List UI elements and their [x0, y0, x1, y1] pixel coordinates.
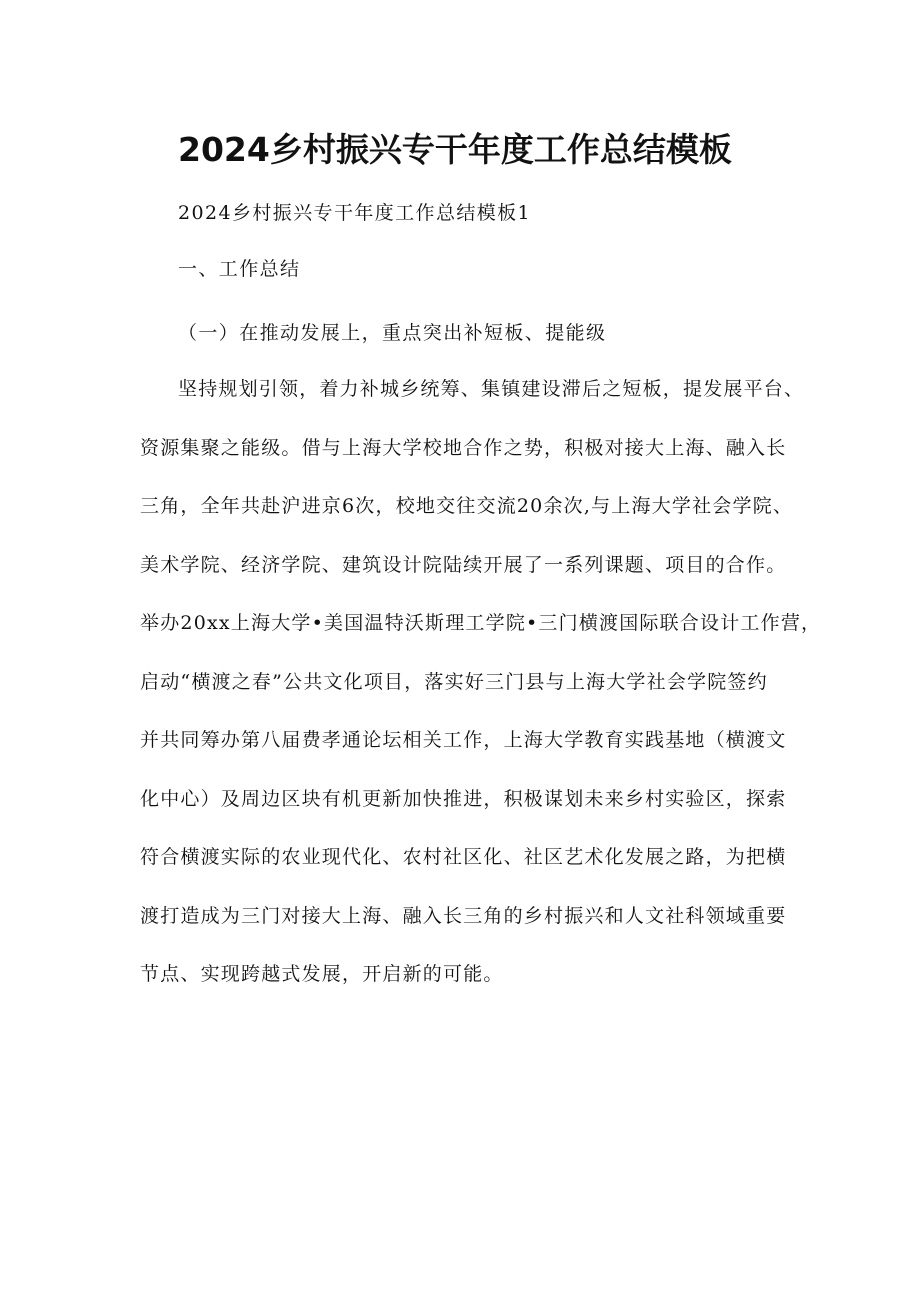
- body-line: 节点、实现跨越式发展，开启新的可能。: [140, 963, 504, 985]
- subsection-heading: （一）在推动发展上，重点突出补短板、提能级: [178, 322, 607, 344]
- body-line: 启动“横渡之春”公共文化项目，落实好三门县与上海大学社会学院签约: [140, 670, 768, 693]
- body-line: 资源集聚之能级。借与上海大学校地合作之势，积极对接大上海、融入长: [140, 436, 787, 459]
- body-line: 三角，全年共赴沪进京6次，校地交往交流20余次,与上海大学社会学院、: [140, 495, 794, 517]
- document-title: 2024乡村振兴专干年度工作总结模板: [178, 130, 732, 169]
- body-line: 美术学院、经济学院、建筑设计院陆续开展了一系列课题、项目的合作。: [140, 553, 787, 576]
- body-line: 符合横渡实际的农业现代化、农村社区化、社区艺术化发展之路，为把横: [140, 846, 787, 868]
- body-line: 并共同筹办第八届费孝通论坛相关工作，上海大学教育实践基地（横渡文: [140, 729, 787, 751]
- body-line: 渡打造成为三门对接大上海、融入长三角的乡村振兴和人文社科领域重要: [140, 904, 787, 927]
- document-subtitle: 2024乡村振兴专干年度工作总结模板1: [178, 202, 532, 224]
- body-line: 化中心）及周边区块有机更新加快推进，积极谋划未来乡村实验区，探索: [140, 787, 787, 810]
- section-heading: 一、工作总结: [178, 258, 301, 280]
- body-paragraph: [140, 374, 820, 1018]
- body-line: 举办20xx上海大学•美国温特沃斯理工学院•三门横渡国际联合设计工作营，: [140, 612, 822, 634]
- body-line: 坚持规划引领，着力补城乡统筹、集镇建设滞后之短板，提发展平台、: [178, 378, 805, 400]
